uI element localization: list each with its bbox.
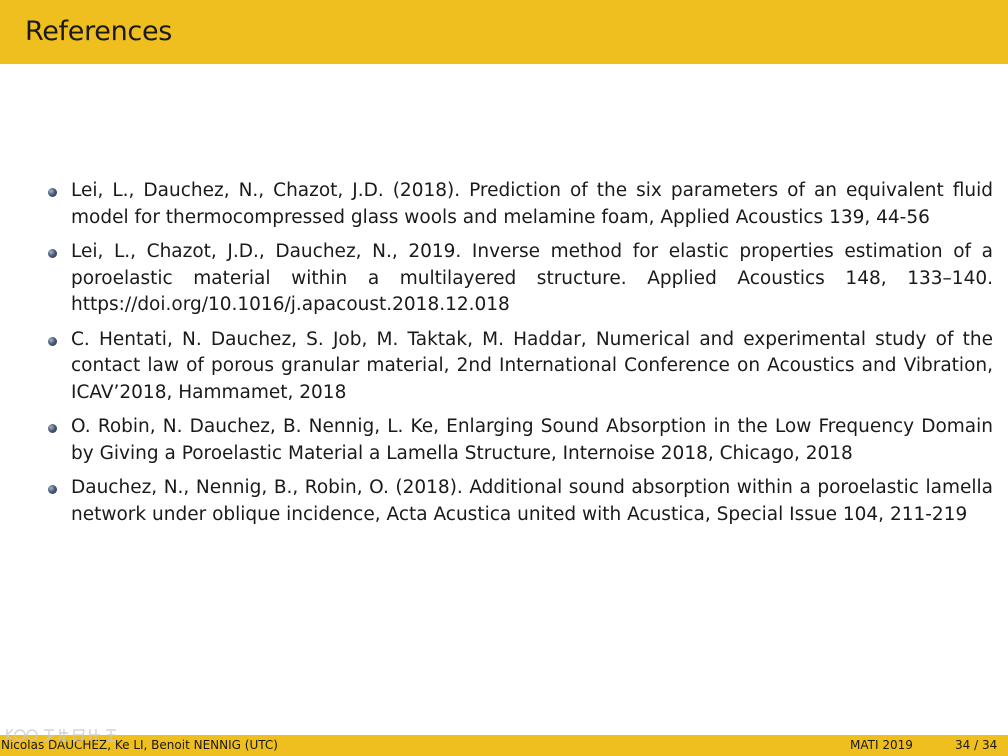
slide-title: References (25, 16, 173, 47)
reference-text: Lei, L., Dauchez, N., Chazot, J.D. (2018). Prediction of the six parameters of an equivalent fluid model for thermocompressed glass wools and melamine foam, Applied Acoustics 139, 44-56 (71, 180, 993, 228)
reference-item (48, 414, 993, 467)
bullet-ball-icon (48, 188, 57, 197)
footer-conference: MATI 2019 (850, 738, 913, 752)
reference-item (48, 475, 993, 528)
reference-text: Dauchez, N., Nennig, B., Robin, O. (2018). Additional sound absorption within a poroelastic lamella network under oblique incidence, Acta Acustica united with Acustica, Special Issue 104, 211-219 (71, 477, 993, 525)
slide-footer (0, 735, 1008, 756)
reference-list (48, 178, 993, 536)
reference-item (48, 239, 993, 319)
reference-text: C. Hentati, N. Dauchez, S. Job, M. Taktak, M. Haddar, Numerical and experimental study of the contact law of porous granular material, 2nd International Conference on Acoustics and Vibration, ICAV’2018, Hammamet, 2018 (71, 328, 993, 403)
reference-text: Lei, L., Chazot, J.D., Dauchez, N., 2019. Inverse method for elastic properties estimation of a poroelastic material within a multilayered structure. Applied Acoustics 148, 133–140. https://doi.org/10.1016/j.apacoust.2018.12.018 (71, 241, 993, 315)
watermark-logo (4, 724, 132, 746)
slide-header (0, 0, 1008, 64)
bullet-ball-icon (48, 249, 57, 258)
bullet-ball-icon (48, 424, 57, 433)
bullet-ball-icon (48, 337, 57, 346)
footer-authors: Nicolas DAUCHEZ, Ke LI, Benoit NENNIG (UTC) (1, 738, 278, 752)
reference-item (48, 327, 993, 407)
bullet-ball-icon (48, 485, 57, 494)
reference-text: O. Robin, N. Dauchez, B. Nennig, L. Ke, Enlarging Sound Absorption in the Low Frequency Domain by Giving a Poroelastic Material a Lamella Structure, Internoise 2018, Chicago, 2018 (71, 416, 993, 464)
page-number: 34 / 34 (955, 738, 998, 752)
reference-item (48, 178, 993, 231)
